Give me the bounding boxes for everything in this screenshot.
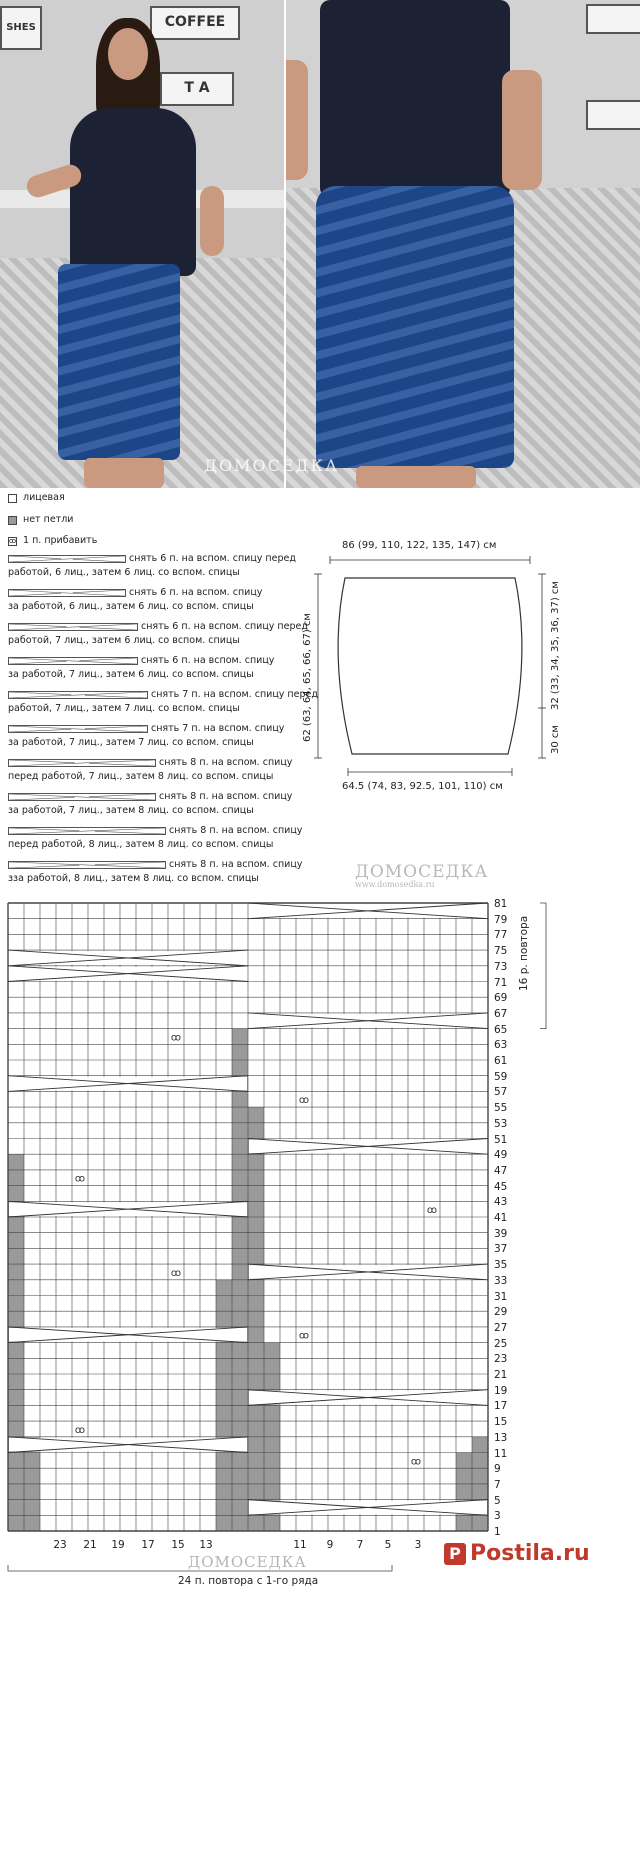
- cable-instruction-text: за работой, 6 лиц., затем 6 лиц. со вспом. спицы: [8, 601, 254, 612]
- column-number: 23: [53, 1539, 67, 1551]
- row-number: 31: [494, 1290, 508, 1303]
- cable-cross-mark: [8, 1437, 248, 1453]
- cable-cross-symbol-icon: [8, 725, 148, 733]
- cable-cross-mark: [248, 1139, 488, 1155]
- cable-instruction-text: снять 6 п. на вспом. спицу перед: [141, 621, 308, 632]
- left-arm: [286, 60, 308, 180]
- row-number: 17: [494, 1400, 508, 1413]
- storefront-sign: [586, 4, 640, 34]
- cable-cross-mark: [248, 903, 488, 919]
- cable-cross-symbol-icon: [8, 827, 166, 835]
- watermark-domosedka: ДОМОСЕДКА: [204, 456, 340, 475]
- increase-icon: ꝏ: [298, 1095, 310, 1107]
- increase-icon: ꝏ: [410, 1456, 422, 1468]
- row-number: 7: [494, 1478, 501, 1491]
- row-number: 59: [494, 1070, 508, 1083]
- row-number: 43: [494, 1196, 508, 1209]
- stitch-repeat-label: 24 п. повтора с 1-го ряда: [178, 1575, 319, 1587]
- bottom-width-label: 64.5 (74, 83, 92.5, 101, 110) см: [342, 781, 503, 792]
- row-number: 3: [494, 1510, 501, 1523]
- cable-instruction-text: снять 8 п. на вспом. спицу: [159, 791, 293, 802]
- cable-instruction-text: перед работой, 7 лиц., затем 8 лиц. со вспом. спицы: [8, 771, 274, 782]
- column-number: 17: [141, 1539, 155, 1551]
- column-number: 13: [199, 1539, 213, 1551]
- black-top: [70, 108, 196, 276]
- cable-cross-mark: [248, 1013, 488, 1029]
- tea-sign: T A: [160, 72, 234, 106]
- cable-legend-item: [8, 587, 338, 613]
- black-top: [320, 0, 510, 198]
- increase-icon: ꝏ: [74, 1173, 86, 1185]
- row-number: 19: [494, 1384, 508, 1397]
- cable-legend-item: [8, 723, 338, 749]
- row-number: 27: [494, 1321, 508, 1334]
- knit-symbol-icon: [8, 494, 17, 503]
- cable-legend-item: [8, 655, 338, 681]
- cable-legend-item: [8, 553, 338, 579]
- row-number: 75: [494, 945, 508, 958]
- row-number: 69: [494, 992, 508, 1005]
- lower-length-label: 30 см: [550, 725, 561, 754]
- row-number: 63: [494, 1039, 508, 1052]
- column-number: 21: [83, 1539, 97, 1551]
- cable-cross-mark: [8, 966, 248, 982]
- cable-cross-mark: [248, 1390, 488, 1406]
- row-number: 65: [494, 1023, 508, 1036]
- total-length-label: 62 (63, 64, 65, 66, 67) см: [302, 613, 313, 742]
- cable-cross-mark: [248, 1264, 488, 1280]
- cable-cross-symbol-icon: [8, 759, 156, 767]
- cable-instruction-text: за работой, 7 лиц., затем 7 лиц. со вспом. спицы: [8, 737, 254, 748]
- row-number: 67: [494, 1007, 508, 1020]
- row-number: 71: [494, 976, 508, 989]
- cable-instruction-text: за работой, 7 лиц., затем 8 лиц. со вспом. спицы: [8, 805, 254, 816]
- schematic-drawing: [300, 530, 640, 820]
- chart-grid: [0, 895, 640, 1859]
- cable-instruction-text: снять 8 п. на вспом. спицу: [169, 825, 303, 836]
- cable-cross-mark: [8, 1201, 248, 1217]
- row-number: 39: [494, 1227, 508, 1240]
- no-stitch-cell: [248, 1107, 264, 1531]
- legend-knit: лицевая: [8, 492, 65, 504]
- cable-cross-symbol-icon: [8, 861, 166, 869]
- row-number: 25: [494, 1337, 508, 1350]
- cable-cross-mark: [8, 1076, 248, 1092]
- cable-instruction-text: работой, 7 лиц., затем 6 лиц. со вспом. спицы: [8, 635, 240, 646]
- row-number: 1: [494, 1526, 501, 1538]
- row-number: 61: [494, 1055, 508, 1067]
- row-number: 51: [494, 1133, 508, 1146]
- cable-cross-mark: [8, 950, 248, 966]
- cable-legend-item: [8, 791, 338, 817]
- row-number: 41: [494, 1212, 508, 1224]
- cable-cross-symbol-icon: [8, 691, 148, 699]
- knitting-chart: [0, 895, 640, 1859]
- column-number: 9: [326, 1539, 334, 1551]
- model-legs: [356, 466, 476, 488]
- row-number: 53: [494, 1117, 508, 1130]
- cable-instruction-text: работой, 6 лиц., затем 6 лиц. со вспом. спицы: [8, 567, 240, 578]
- legend-no-stitch: нет петли: [8, 514, 73, 526]
- increase-icon: ꝏ: [170, 1032, 182, 1044]
- no-stitch-cell: [456, 1453, 472, 1532]
- watermark-domosedka: ДОМОСЕДКА www.domosedka.ru: [355, 862, 489, 889]
- cable-instruction-text: снять 6 п. на вспом. спицу: [141, 655, 275, 666]
- top-width-label: 86 (99, 110, 122, 135, 147) см: [342, 540, 497, 551]
- skirt-schematic: [300, 530, 640, 820]
- cable-instruction-text: снять 7 п. на вспом. спицу: [151, 723, 285, 734]
- no-stitch-symbol-icon: [8, 516, 17, 525]
- cable-cross-symbol-icon: [8, 555, 126, 563]
- cable-instruction-text: снять 6 п. на вспом. спицу перед: [129, 553, 296, 564]
- photo-model-full: [0, 0, 284, 488]
- storefront-sign: SHES: [0, 6, 42, 50]
- cable-legend-item: [8, 621, 338, 647]
- cable-legend-item: [8, 825, 338, 851]
- blue-cable-skirt: [58, 264, 180, 460]
- cable-cross-symbol-icon: [8, 657, 138, 665]
- cable-instruction-text: перед работой, 8 лиц., затем 8 лиц. со вспом. спицы: [8, 839, 274, 850]
- model-legs: [84, 458, 164, 488]
- row-number: 33: [494, 1274, 508, 1287]
- cable-instruction-text: работой, 7 лиц., затем 7 лиц. со вспом. спицы: [8, 703, 240, 714]
- row-number: 5: [494, 1494, 501, 1507]
- row-number: 79: [494, 913, 508, 926]
- increase-icon: ꝏ: [426, 1205, 438, 1217]
- blue-cable-skirt: [316, 186, 514, 468]
- row-number: 11: [494, 1447, 508, 1460]
- cable-legend-item: [8, 859, 338, 885]
- cable-legend-item: [8, 689, 338, 715]
- row-number: 35: [494, 1259, 508, 1272]
- cable-cross-mark: [8, 1327, 248, 1343]
- model-face: [108, 28, 148, 80]
- row-number: 13: [494, 1431, 508, 1444]
- row-number: 29: [494, 1306, 508, 1319]
- row-number: 47: [494, 1164, 508, 1177]
- row-number: 23: [494, 1353, 508, 1366]
- increase-icon: ꝏ: [298, 1330, 310, 1342]
- row-number: 57: [494, 1086, 508, 1099]
- cable-cross-symbol-icon: [8, 623, 138, 631]
- repeat-rows-label: 16 р. повтора: [518, 915, 530, 991]
- cable-instruction-text: снять 8 п. на вспом. спицу: [169, 859, 303, 870]
- row-number: 77: [494, 929, 508, 942]
- coffee-sign: COFFEE: [150, 6, 240, 40]
- storefront-sign: [586, 100, 640, 130]
- cable-instruction-text: зза работой, 8 лиц., затем 8 лиц. со вспом. спицы: [8, 873, 259, 884]
- column-number: 15: [171, 1539, 185, 1551]
- cable-legend-item: [8, 757, 338, 783]
- row-number: 15: [494, 1416, 508, 1429]
- cable-instruction-text: снять 6 п. на вспом. спицу: [129, 587, 263, 598]
- right-arm: [502, 70, 542, 190]
- column-number: 3: [414, 1539, 422, 1551]
- increase-icon: ꝏ: [74, 1424, 86, 1436]
- photo-skirt-closeup: [286, 0, 640, 488]
- repeat-bracket: [540, 903, 546, 1029]
- row-number: 9: [494, 1463, 501, 1476]
- right-arm: [200, 186, 224, 256]
- cable-instruction-text: снять 8 п. на вспом. спицу: [159, 757, 293, 768]
- column-number: 7: [356, 1539, 364, 1551]
- cable-cross-symbol-icon: [8, 793, 156, 801]
- upper-length-label: 32 (33, 34, 35, 36, 37) см: [550, 581, 561, 710]
- legend-increase: ꝏ 1 п. прибавить: [9, 535, 98, 546]
- row-number: 81: [494, 898, 508, 910]
- cable-instruction-text: снять 7 п. на вспом. спицу перед: [151, 689, 318, 700]
- row-number: 45: [494, 1180, 508, 1193]
- increase-icon: ꝏ: [170, 1267, 182, 1279]
- row-number: 21: [494, 1369, 508, 1381]
- postila-logo-icon: P: [444, 1543, 466, 1565]
- cable-cross-symbol-icon: [8, 589, 126, 597]
- column-number: 5: [384, 1539, 392, 1551]
- watermark-domosedka: ДОМОСЕДКА: [188, 1553, 307, 1571]
- column-number: 11: [293, 1539, 307, 1551]
- column-number: 19: [111, 1539, 125, 1551]
- row-number: 37: [494, 1243, 508, 1256]
- cable-cross-mark: [248, 1500, 488, 1516]
- increase-symbol-icon: ꝏ: [9, 536, 17, 545]
- cable-instruction-text: за работой, 7 лиц., затем 6 лиц. со вспом. спицы: [8, 669, 254, 680]
- row-number: 73: [494, 960, 508, 973]
- postila-watermark: P Postila.ru: [444, 1541, 590, 1566]
- row-number: 55: [494, 1102, 508, 1115]
- row-number: 49: [494, 1149, 508, 1162]
